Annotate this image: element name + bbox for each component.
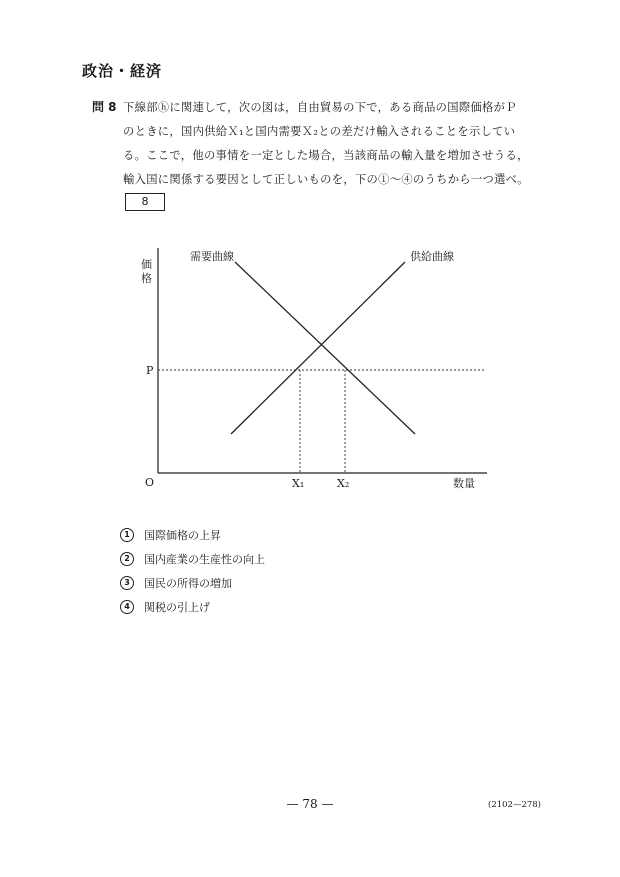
choice-text: 国内産業の生産性の向上 [144,553,265,566]
choice-item [120,547,265,571]
x-axis-label: 数量 [453,477,475,490]
supply-curve [231,262,405,434]
exam-code: (2102—278) [488,800,541,810]
question-line: る。ここで，他の事情を一定とした場合，当該商品の輸入量を増加させうる， [123,149,529,162]
y-axis-label-char: 価 [141,258,152,271]
question-label: 問 8 [92,100,117,114]
question-line: 輸入国に関係する要因として正しいものを，下の①～④のうちから一つ選べ。 [123,173,529,186]
page-number: — 78 — [286,797,334,811]
demand-curve-label: 需要曲線 [190,250,234,263]
price-label: P [146,364,154,377]
choice-number: 1 [120,528,134,542]
y-axis-label-char: 格 [141,272,152,285]
choice-item [120,595,265,619]
x1-label: X₁ [292,477,305,490]
origin-label: O [145,476,155,489]
choice-item [120,523,265,547]
choice-text: 国民の所得の増加 [144,577,232,590]
section-title: 政治・経済 [82,62,163,80]
choice-number: 2 [120,552,134,566]
choice-item [120,571,265,595]
choice-text: 国際価格の上昇 [144,529,221,542]
choice-list [120,523,265,619]
choice-text: 関税の引上げ [144,601,210,614]
x2-label: X₂ [337,477,350,490]
choice-number: 4 [120,600,134,614]
question-line: 下線部ⓗに関連して，次の図は，自由貿易の下で，ある商品の国際価格がＰ [123,101,517,114]
question-line: のときに，国内供給Ｘ₁と国内需要Ｘ₂との差だけ輸入されることを示してい [123,125,516,138]
choice-number: 3 [120,576,134,590]
answer-box: 8 [125,193,165,211]
demand-curve [235,262,415,434]
supply-curve-label: 供給曲線 [410,250,454,263]
